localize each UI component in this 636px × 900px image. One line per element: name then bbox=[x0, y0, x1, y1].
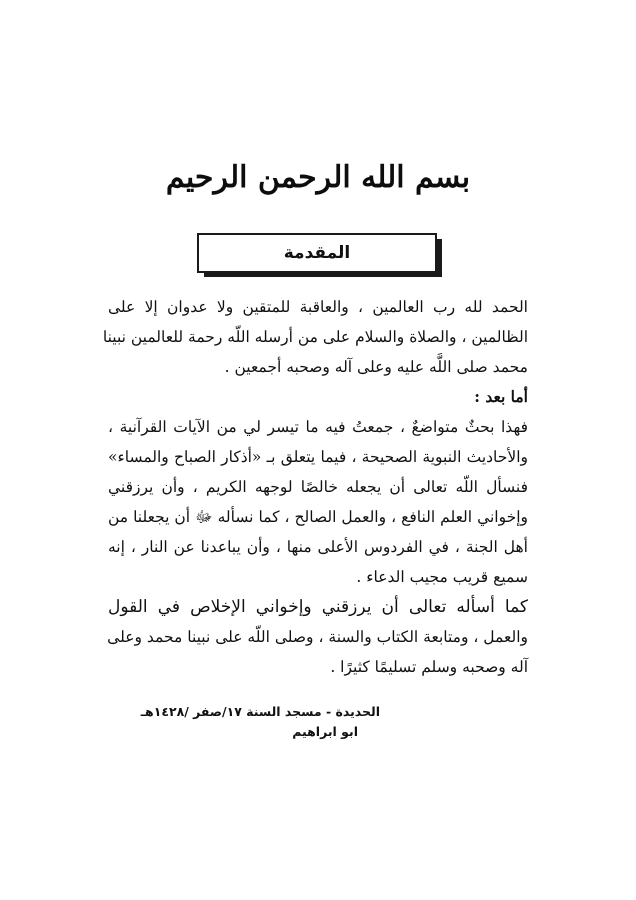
section-title-box bbox=[197, 233, 437, 273]
paragraph-intro bbox=[108, 412, 528, 592]
text-line: فنسأل اللّه تعالى أن يجعله خالصًا لوجهه الكريم ، وأن يرزقني bbox=[108, 478, 528, 496]
text-line: الظالمين ، والصلاة والسلام على من أرسله اللّه رحمة للعالمين نبينا bbox=[102, 328, 528, 346]
signature-place-date: الحديدة - مسجد السنة ١٧/صفر /١٤٢٨هـ bbox=[140, 704, 380, 719]
text-line: فهذا بحثٌ متواضعٌ ، جمعتُ فيه ما تيسر لي من الآيات القرآنية ، bbox=[108, 418, 528, 436]
basmala-calligraphy: بسم الله الرحمن الرحيم bbox=[165, 160, 471, 195]
text-line: كما أسأله تعالى أن يرزقني وإخواني الإخلاص في القول bbox=[108, 597, 528, 617]
text-line: آله وصحبه وسلم تسليمًا كثيرًا . bbox=[330, 658, 528, 676]
paragraph-amma-baad bbox=[108, 382, 528, 412]
signature-author: ابو ابراهيم bbox=[292, 724, 358, 739]
text-line: والعمل ، ومتابعة الكتاب والسنة ، وصلى اللّه على نبينا محمد وعلى bbox=[107, 628, 528, 646]
paragraph-closing-prayer bbox=[108, 592, 528, 682]
text-line: أهل الجنة ، في الفردوس الأعلى منها ، وأن يباعدنا عن النار ، إنه bbox=[108, 538, 528, 556]
text-line: محمد صلى اللَّه عليه وعلى آله وصحبه أجمعين . bbox=[224, 358, 528, 376]
document-body bbox=[102, 292, 528, 682]
text-line: وإخواني العلم النافع ، والعمل الصالح ، كما نسأله ﷻ أن يجعلنا من bbox=[108, 508, 528, 526]
section-title: المقدمة bbox=[283, 243, 351, 263]
paragraph-praise bbox=[102, 292, 528, 382]
text-line: سميع قريب مجيب الدعاء . bbox=[356, 568, 528, 586]
text-line: والأحاديث النبوية الصحيحة ، فيما يتعلق بـ «أذكار الصباح والمساء» bbox=[108, 448, 528, 466]
text-line: أما بعد : bbox=[474, 387, 528, 406]
text-line: الحمد لله رب العالمين ، والعاقبة للمتقين ولا عدوان إلا على bbox=[108, 298, 528, 316]
